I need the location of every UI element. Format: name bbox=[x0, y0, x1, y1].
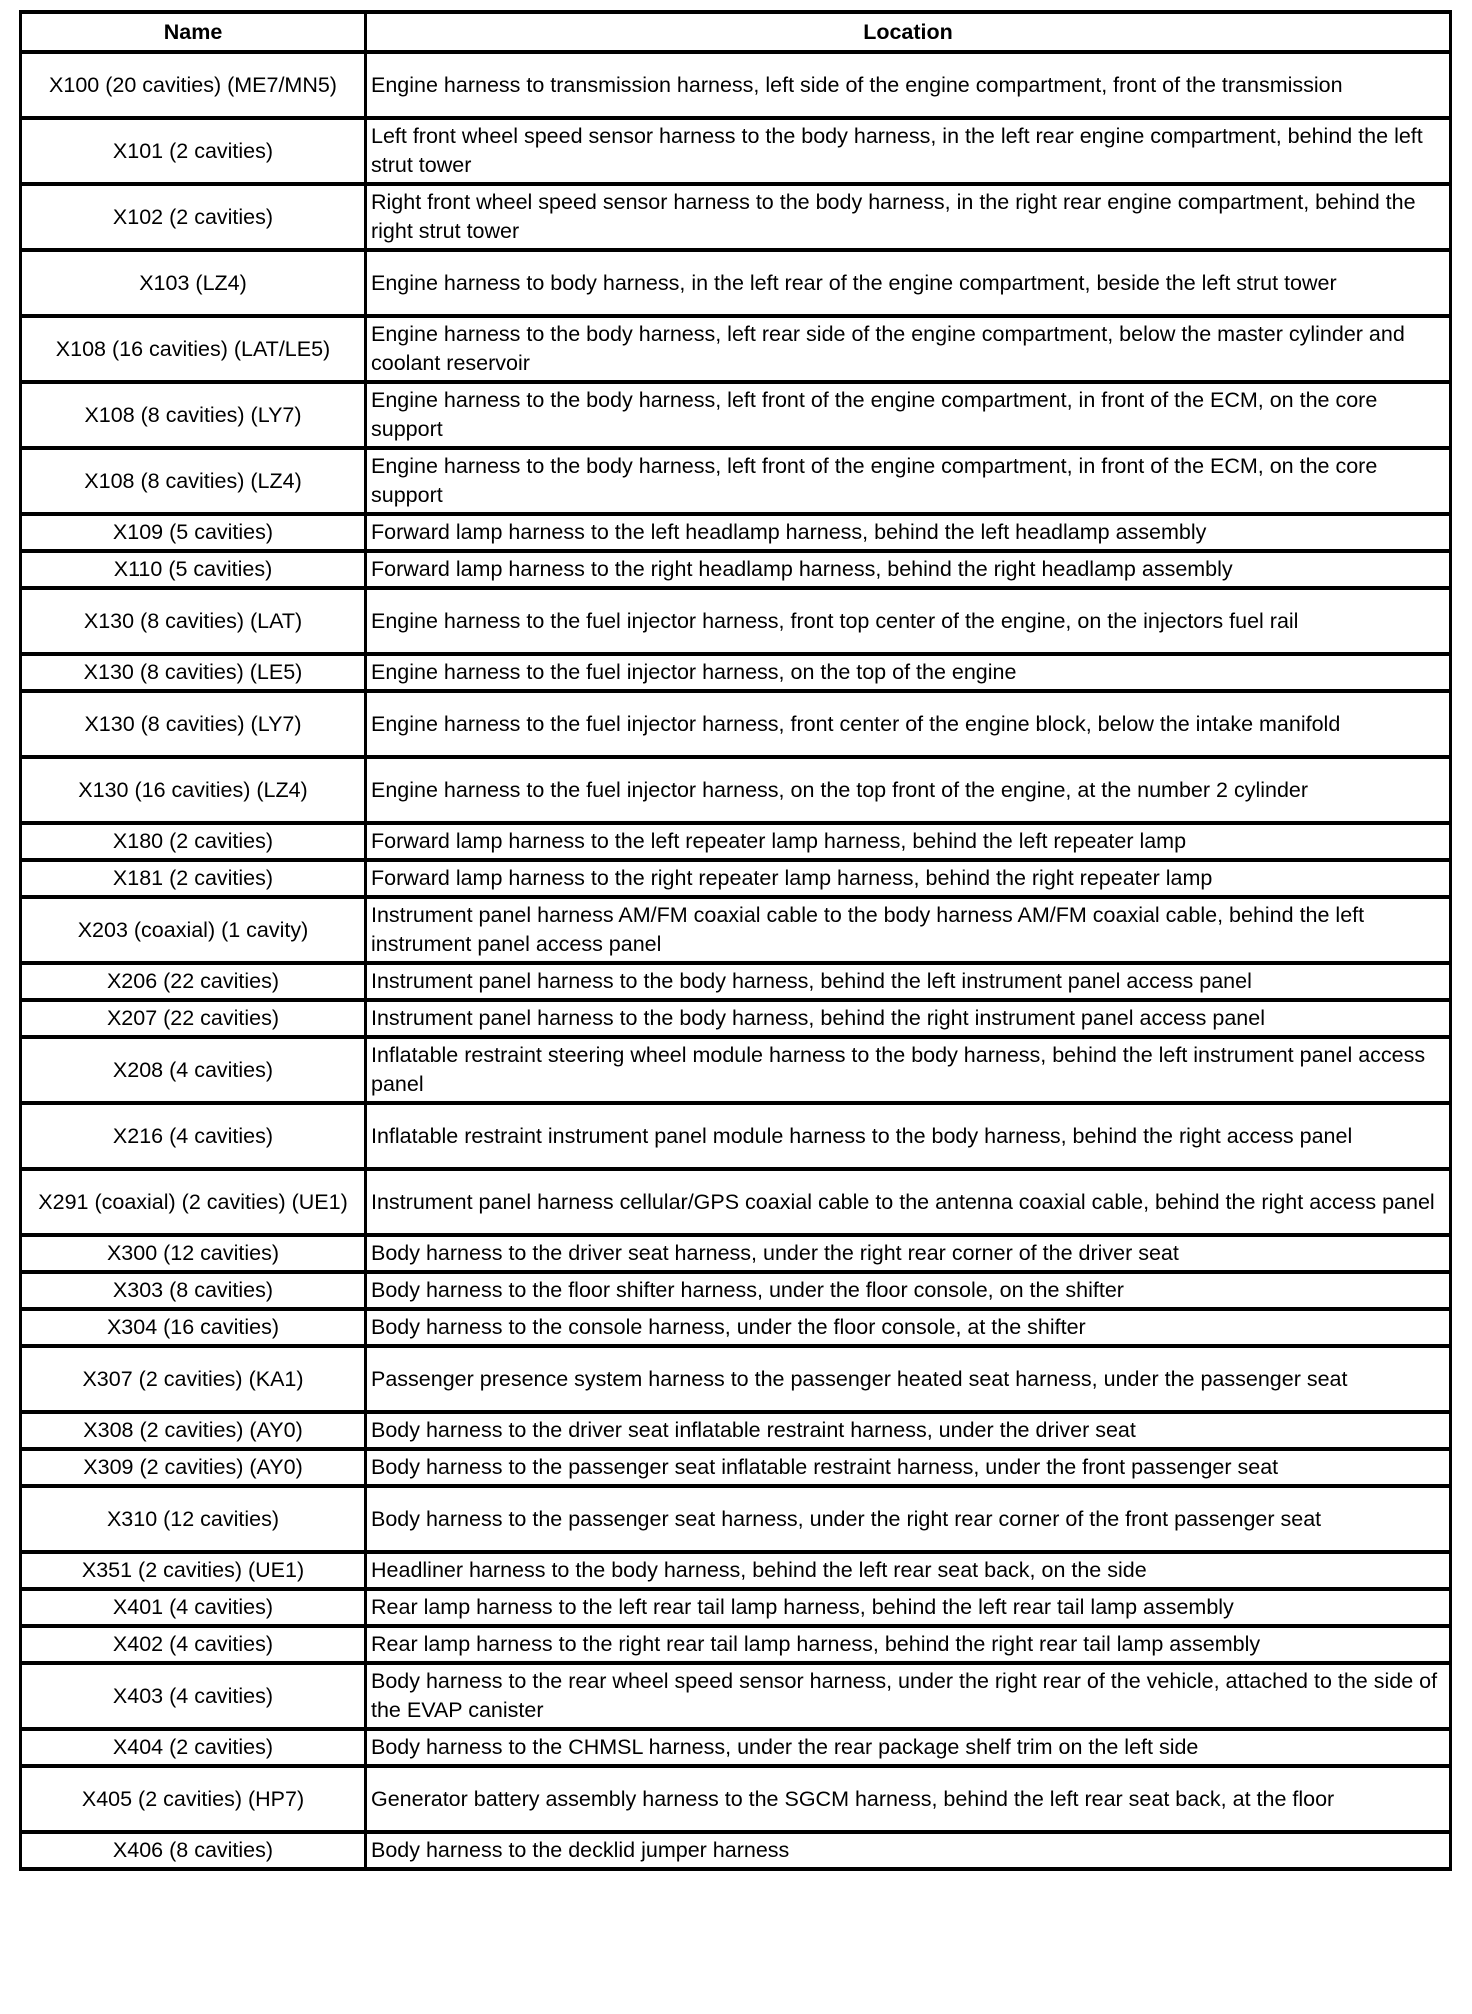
connector-name: X130 (8 cavities) (LE5) bbox=[21, 654, 366, 691]
connector-location: Engine harness to the fuel injector harness, front center of the engine block, below the intake manifold bbox=[366, 691, 1451, 757]
connector-name: X406 (8 cavities) bbox=[21, 1832, 366, 1869]
connector-location: Body harness to the passenger seat inflatable restraint harness, under the front passenger seat bbox=[366, 1449, 1451, 1486]
connector-name: X405 (2 cavities) (HP7) bbox=[21, 1766, 366, 1832]
connector-location: Instrument panel harness AM/FM coaxial cable to the body harness AM/FM coaxial cable, behind the left instrument panel access panel bbox=[366, 897, 1451, 963]
table-row bbox=[21, 1626, 1451, 1663]
column-header-name: Name bbox=[21, 12, 366, 52]
table-row bbox=[21, 316, 1451, 382]
connector-location: Forward lamp harness to the left headlamp harness, behind the left headlamp assembly bbox=[366, 514, 1451, 551]
table-row bbox=[21, 1729, 1451, 1766]
connector-location: Body harness to the driver seat inflatable restraint harness, under the driver seat bbox=[366, 1412, 1451, 1449]
table-row bbox=[21, 1272, 1451, 1309]
connector-location: Body harness to the CHMSL harness, under the rear package shelf trim on the left side bbox=[366, 1729, 1451, 1766]
connector-name: X291 (coaxial) (2 cavities) (UE1) bbox=[21, 1169, 366, 1235]
column-header-location: Location bbox=[366, 12, 1451, 52]
table-row bbox=[21, 691, 1451, 757]
connector-location: Generator battery assembly harness to the SGCM harness, behind the left rear seat back, at the floor bbox=[366, 1766, 1451, 1832]
table-row bbox=[21, 1486, 1451, 1552]
connector-location: Instrument panel harness to the body harness, behind the left instrument panel access panel bbox=[366, 963, 1451, 1000]
table-row bbox=[21, 588, 1451, 654]
connector-location: Engine harness to the fuel injector harness, on the top of the engine bbox=[366, 654, 1451, 691]
connector-name: X310 (12 cavities) bbox=[21, 1486, 366, 1552]
connector-name: X180 (2 cavities) bbox=[21, 823, 366, 860]
table-row bbox=[21, 551, 1451, 588]
connector-name: X304 (16 cavities) bbox=[21, 1309, 366, 1346]
table-row bbox=[21, 1235, 1451, 1272]
table-row bbox=[21, 1346, 1451, 1412]
connector-name: X206 (22 cavities) bbox=[21, 963, 366, 1000]
connector-location: Engine harness to transmission harness, left side of the engine compartment, front of the transmission bbox=[366, 52, 1451, 118]
connector-name: X110 (5 cavities) bbox=[21, 551, 366, 588]
connector-location: Inflatable restraint steering wheel module harness to the body harness, behind the left instrument panel access panel bbox=[366, 1037, 1451, 1103]
connector-name: X130 (8 cavities) (LY7) bbox=[21, 691, 366, 757]
table-row bbox=[21, 1589, 1451, 1626]
table-row bbox=[21, 382, 1451, 448]
connector-location: Forward lamp harness to the right headlamp harness, behind the right headlamp assembly bbox=[366, 551, 1451, 588]
connector-name: X402 (4 cavities) bbox=[21, 1626, 366, 1663]
table-row bbox=[21, 757, 1451, 823]
connector-location: Headliner harness to the body harness, behind the left rear seat back, on the side bbox=[366, 1552, 1451, 1589]
connector-name: X404 (2 cavities) bbox=[21, 1729, 366, 1766]
connector-name: X207 (22 cavities) bbox=[21, 1000, 366, 1037]
connector-location: Left front wheel speed sensor harness to the body harness, in the left rear engine compartment, behind the left strut tower bbox=[366, 118, 1451, 184]
table-row bbox=[21, 963, 1451, 1000]
connector-name: X108 (16 cavities) (LAT/LE5) bbox=[21, 316, 366, 382]
connector-name: X203 (coaxial) (1 cavity) bbox=[21, 897, 366, 963]
connector-name: X181 (2 cavities) bbox=[21, 860, 366, 897]
connector-name: X109 (5 cavities) bbox=[21, 514, 366, 551]
connector-location: Forward lamp harness to the left repeater lamp harness, behind the left repeater lamp bbox=[366, 823, 1451, 860]
table-row bbox=[21, 1552, 1451, 1589]
connector-location: Rear lamp harness to the right rear tail lamp harness, behind the right rear tail lamp assembly bbox=[366, 1626, 1451, 1663]
table-row bbox=[21, 1169, 1451, 1235]
connector-location: Body harness to the floor shifter harness, under the floor console, on the shifter bbox=[366, 1272, 1451, 1309]
table-row bbox=[21, 1449, 1451, 1486]
table-row bbox=[21, 897, 1451, 963]
connector-name: X130 (8 cavities) (LAT) bbox=[21, 588, 366, 654]
table-row bbox=[21, 1663, 1451, 1729]
connector-table bbox=[19, 10, 1452, 1871]
table-body bbox=[21, 52, 1451, 1869]
connector-name: X100 (20 cavities) (ME7/MN5) bbox=[21, 52, 366, 118]
connector-location: Engine harness to body harness, in the left rear of the engine compartment, beside the left strut tower bbox=[366, 250, 1451, 316]
connector-location: Engine harness to the body harness, left rear side of the engine compartment, below the master cylinder and coolant reservoir bbox=[366, 316, 1451, 382]
connector-name: X351 (2 cavities) (UE1) bbox=[21, 1552, 366, 1589]
connector-location: Body harness to the console harness, under the floor console, at the shifter bbox=[366, 1309, 1451, 1346]
connector-location: Rear lamp harness to the left rear tail lamp harness, behind the left rear tail lamp assembly bbox=[366, 1589, 1451, 1626]
connector-name: X108 (8 cavities) (LZ4) bbox=[21, 448, 366, 514]
table-row bbox=[21, 1832, 1451, 1869]
connector-location: Instrument panel harness to the body harness, behind the right instrument panel access panel bbox=[366, 1000, 1451, 1037]
connector-name: X309 (2 cavities) (AY0) bbox=[21, 1449, 366, 1486]
table-row bbox=[21, 1037, 1451, 1103]
table-row bbox=[21, 514, 1451, 551]
connector-location: Body harness to the passenger seat harness, under the right rear corner of the front passenger seat bbox=[366, 1486, 1451, 1552]
table-row bbox=[21, 1309, 1451, 1346]
table-row bbox=[21, 1412, 1451, 1449]
connector-name: X102 (2 cavities) bbox=[21, 184, 366, 250]
table-row bbox=[21, 250, 1451, 316]
connector-name: X300 (12 cavities) bbox=[21, 1235, 366, 1272]
connector-location: Passenger presence system harness to the passenger heated seat harness, under the passenger seat bbox=[366, 1346, 1451, 1412]
connector-name: X130 (16 cavities) (LZ4) bbox=[21, 757, 366, 823]
table-row bbox=[21, 860, 1451, 897]
table-row bbox=[21, 184, 1451, 250]
table-row bbox=[21, 1000, 1451, 1037]
connector-location: Forward lamp harness to the right repeater lamp harness, behind the right repeater lamp bbox=[366, 860, 1451, 897]
connector-name: X108 (8 cavities) (LY7) bbox=[21, 382, 366, 448]
table-row bbox=[21, 1766, 1451, 1832]
connector-name: X403 (4 cavities) bbox=[21, 1663, 366, 1729]
connector-location: Engine harness to the fuel injector harness, on the top front of the engine, at the number 2 cylinder bbox=[366, 757, 1451, 823]
connector-location: Right front wheel speed sensor harness to the body harness, in the right rear engine compartment, behind the right strut tower bbox=[366, 184, 1451, 250]
table-row bbox=[21, 118, 1451, 184]
connector-name: X216 (4 cavities) bbox=[21, 1103, 366, 1169]
connector-location: Instrument panel harness cellular/GPS coaxial cable to the antenna coaxial cable, behind the right access panel bbox=[366, 1169, 1451, 1235]
table-row bbox=[21, 1103, 1451, 1169]
connector-location: Engine harness to the fuel injector harness, front top center of the engine, on the injectors fuel rail bbox=[366, 588, 1451, 654]
table-row bbox=[21, 654, 1451, 691]
header-row bbox=[21, 12, 1451, 52]
connector-name: X308 (2 cavities) (AY0) bbox=[21, 1412, 366, 1449]
connector-location: Inflatable restraint instrument panel module harness to the body harness, behind the right access panel bbox=[366, 1103, 1451, 1169]
connector-name: X101 (2 cavities) bbox=[21, 118, 366, 184]
connector-location: Engine harness to the body harness, left front of the engine compartment, in front of the ECM, on the core support bbox=[366, 448, 1451, 514]
table-row bbox=[21, 448, 1451, 514]
connector-location: Body harness to the driver seat harness, under the right rear corner of the driver seat bbox=[366, 1235, 1451, 1272]
connector-name: X307 (2 cavities) (KA1) bbox=[21, 1346, 366, 1412]
table-row bbox=[21, 823, 1451, 860]
connector-location: Engine harness to the body harness, left front of the engine compartment, in front of the ECM, on the core support bbox=[366, 382, 1451, 448]
connector-name: X208 (4 cavities) bbox=[21, 1037, 366, 1103]
connector-name: X401 (4 cavities) bbox=[21, 1589, 366, 1626]
connector-location: Body harness to the rear wheel speed sensor harness, under the right rear of the vehicle, attached to the side of the EVAP canister bbox=[366, 1663, 1451, 1729]
table-row bbox=[21, 52, 1451, 118]
connector-name: X103 (LZ4) bbox=[21, 250, 366, 316]
connector-location: Body harness to the decklid jumper harness bbox=[366, 1832, 1451, 1869]
connector-name: X303 (8 cavities) bbox=[21, 1272, 366, 1309]
